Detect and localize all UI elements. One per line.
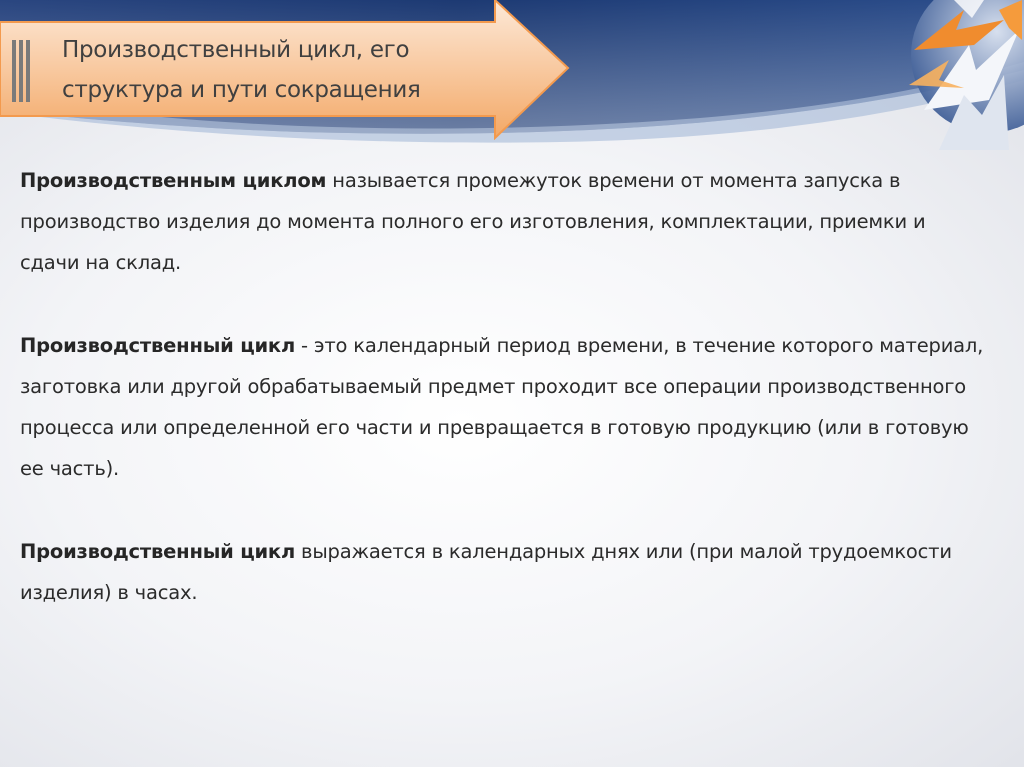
term-bold: Производственный цикл bbox=[20, 334, 296, 357]
paragraph-definition-3 bbox=[20, 531, 990, 613]
paragraph-definition-2 bbox=[20, 325, 990, 489]
slide-title-line-1: Производственный цикл, его bbox=[62, 37, 410, 63]
slide-body bbox=[20, 160, 990, 655]
arrows-burst-logo-icon bbox=[894, 0, 1024, 160]
paragraph-text: выражается в календарных днях или (при малой трудоемкости изделия) в часах. bbox=[20, 540, 952, 604]
slide-title-line-2: структура и пути сокращения bbox=[62, 77, 421, 103]
paragraph-text: называется промежуток времени от момента запуска в производство изделия до момента полного его изготовления, комплектации, приемки и сдачи на склад. bbox=[20, 169, 926, 274]
title-decor-bars bbox=[12, 40, 30, 102]
slide-title bbox=[62, 30, 502, 110]
term-bold: Производственный цикл bbox=[20, 540, 296, 563]
term-bold: Производственным циклом bbox=[20, 169, 327, 192]
paragraph-definition-1 bbox=[20, 160, 990, 283]
paragraph-text: - это календарный период времени, в течение которого материал, заготовка или другой обрабатываемый предмет проходит все операции производственного процесса или определенной его части и превращается в готовую продукцию (или в готовую ее часть). bbox=[20, 334, 984, 480]
